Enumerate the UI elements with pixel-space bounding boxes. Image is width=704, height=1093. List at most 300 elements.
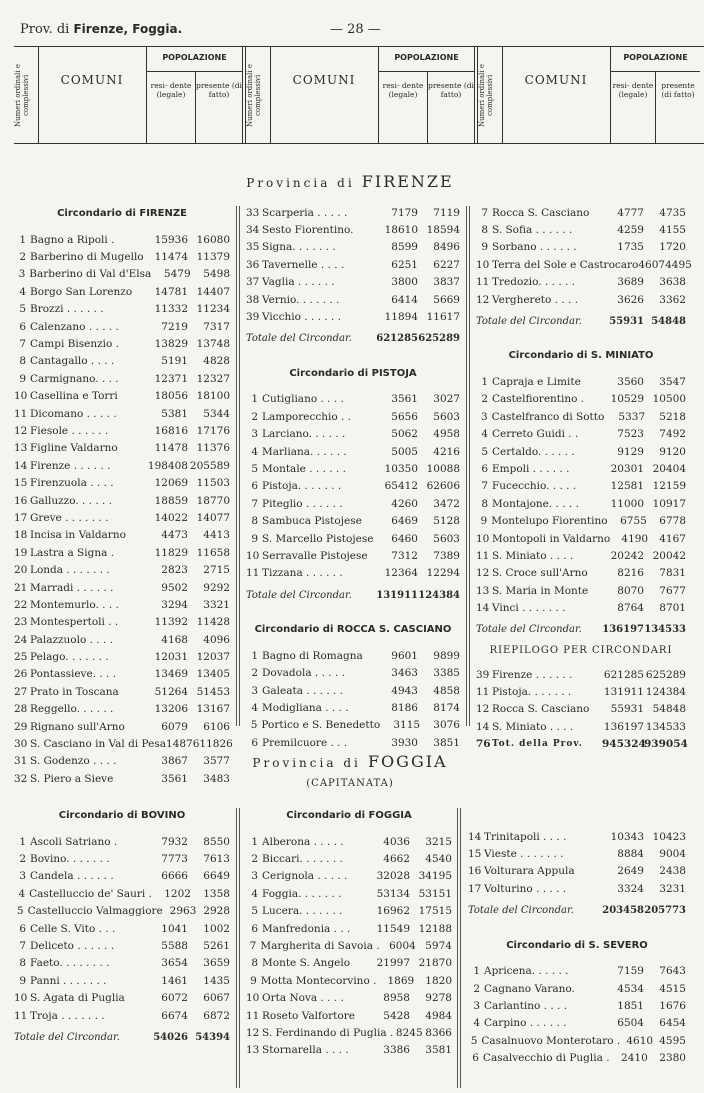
- presente-value: 4858: [433, 684, 460, 697]
- presente-value: 6872: [203, 1009, 230, 1022]
- residente-value: 3560: [617, 376, 644, 389]
- residente-value: 4259: [617, 224, 644, 237]
- section-title: Circondario di S. MINIATO: [508, 350, 654, 362]
- comune-name: Portico e S. Benedetto: [261, 719, 381, 732]
- row-number: 1: [19, 835, 26, 848]
- table-row: [476, 291, 686, 308]
- comune-name: Firenze . . . . . .: [30, 459, 111, 472]
- residente-label: resi- dente (legale): [150, 81, 192, 99]
- province-title-prefix: Provincia di: [246, 176, 355, 190]
- comune-name: Terra del Sole e Castrocaro: [492, 258, 639, 271]
- presente-label: presente (di fatto): [661, 81, 695, 99]
- table-row: [246, 426, 460, 443]
- table-row: [476, 701, 686, 718]
- residente-value: 11549: [376, 922, 410, 935]
- table-row: [14, 318, 230, 335]
- residente-value: 55931: [610, 703, 644, 716]
- table-row: [14, 1007, 230, 1024]
- section-title: Circondario di FOGGIA: [286, 810, 412, 821]
- comune-name: Cerreto Guidi . .: [492, 428, 579, 441]
- row-number: 7: [251, 497, 258, 510]
- row-number: 7: [249, 940, 257, 953]
- comune-name: Barberino di Val d'Elsa: [29, 268, 152, 281]
- row-number: 6: [251, 922, 258, 935]
- table-row: [246, 1024, 452, 1041]
- presente-value: 3837: [433, 276, 460, 289]
- residente-value: 6666: [161, 870, 188, 883]
- residente-value: 6674: [161, 1009, 188, 1022]
- comune-name: Bagno di Romagna: [262, 649, 363, 662]
- presente-value: 4540: [425, 853, 452, 866]
- table-row: [246, 530, 460, 547]
- row-number: 35: [246, 241, 260, 254]
- residente-value: 9601: [391, 649, 418, 662]
- presente-value: 7492: [659, 428, 686, 441]
- residente-value: 3867: [161, 755, 188, 768]
- comune-name: Greve . . . . . . .: [30, 511, 109, 524]
- row-number: 25: [14, 651, 28, 664]
- residente-value: 8216: [617, 567, 644, 580]
- row-number: 7: [481, 480, 488, 493]
- table-row: [246, 391, 460, 408]
- row-number: 10: [476, 258, 490, 271]
- comune-name: Cagnano Varano.: [484, 982, 575, 995]
- comune-name: Volturara Appula: [484, 865, 575, 878]
- presente-value: 34195: [418, 870, 452, 883]
- presente-value: 3638: [659, 276, 686, 289]
- presente-value: 7643: [659, 965, 686, 978]
- row-number: 4: [251, 887, 258, 900]
- row-number: 3: [19, 870, 26, 883]
- presente-value: 54848: [652, 703, 686, 716]
- row-number: 4: [473, 1017, 480, 1030]
- presente-value: 5603: [433, 410, 460, 423]
- section-title: Circondario di S. SEVERO: [506, 939, 648, 951]
- row-number: 3: [251, 684, 258, 697]
- comune-name: Pistoja. . . . . . .: [492, 685, 572, 698]
- presente-value: 53151: [418, 887, 452, 900]
- presente-value: 14077: [196, 511, 230, 524]
- comune-name: Montemurlo. . . .: [30, 598, 119, 611]
- province-title-name: FOGGIA: [367, 752, 448, 771]
- comune-name: Rocca S. Casciano: [492, 703, 590, 716]
- presente-value: 6106: [203, 720, 230, 733]
- comune-name: Volturino . . . . .: [484, 882, 567, 895]
- presente-value: 9899: [433, 649, 460, 662]
- row-number: 9: [251, 532, 258, 545]
- presente-value: 1676: [659, 1000, 686, 1013]
- comune-name: Orta Nova . . . .: [262, 992, 344, 1005]
- residente-value: 7312: [391, 549, 418, 562]
- table-row: [468, 828, 686, 845]
- presente-value: 5974: [425, 940, 452, 953]
- presente-value: 18594: [426, 224, 460, 237]
- table-row: [14, 509, 230, 526]
- comune-name: Rignano sull'Arno: [30, 720, 125, 733]
- row-number: 28: [14, 703, 28, 716]
- residente-value: 5191: [161, 355, 188, 368]
- comune-name: Vaglia . . . . . .: [262, 276, 335, 289]
- pop-label: POPOLAZIONE: [394, 53, 459, 62]
- comune-name: Pistoja. . . . . . .: [262, 480, 342, 493]
- residente-value: 2649: [617, 865, 644, 878]
- presente-value: 11376: [196, 442, 230, 455]
- row-number: 11: [476, 685, 490, 698]
- num-label: Numeri ordinali e complessivi: [478, 63, 494, 127]
- row-number: 11: [14, 407, 28, 420]
- row-number: 5: [251, 462, 258, 475]
- running-header: [20, 22, 182, 37]
- presente-value: 12188: [418, 922, 452, 935]
- residente-value: 5062: [391, 428, 418, 441]
- residente-value: 8958: [383, 992, 410, 1005]
- table-row: [14, 990, 230, 1007]
- table-row: [476, 478, 686, 495]
- table-row: [246, 734, 460, 751]
- table-row: [476, 530, 686, 547]
- presente-value: 12294: [426, 567, 460, 580]
- residente-value: 5428: [383, 1009, 410, 1022]
- row-number: 27: [14, 685, 28, 698]
- row-number: 8: [19, 957, 26, 970]
- riepilogo-title: RIEPILOGO PER CIRCONDARI: [489, 644, 673, 656]
- residente-value: 5337: [618, 410, 646, 423]
- province-title: [0, 752, 700, 771]
- comune-name: Bagno a Ripoli .: [30, 233, 115, 246]
- comune-name: Margherita di Savoia .: [260, 940, 380, 953]
- comune-name: Serravalle Pistojese: [262, 549, 368, 562]
- residente-value: 15936: [154, 233, 188, 246]
- table-row: [246, 274, 460, 291]
- comune-name: S. Agata di Puglia: [30, 992, 125, 1005]
- table-row: [246, 664, 460, 681]
- residente-value: 12581: [610, 480, 644, 493]
- row-number: 3: [480, 410, 488, 423]
- presente-value: 8701: [659, 602, 686, 615]
- row-number: 12: [476, 293, 490, 306]
- comune-name: Carlantino . . . .: [484, 1000, 568, 1013]
- residente-value: 1851: [617, 1000, 644, 1013]
- residente-value: 14781: [154, 285, 188, 298]
- residente-value: 7773: [161, 853, 188, 866]
- comune-name: Firenzuola . . . .: [30, 477, 114, 490]
- row-number: 9: [480, 515, 488, 528]
- residente-value: 65412: [384, 480, 418, 493]
- comune-name: Larciano. . . . . .: [262, 428, 346, 441]
- presente-value: 10423: [652, 830, 686, 843]
- table-row: [246, 221, 460, 238]
- residente-value: 7523: [617, 428, 644, 441]
- presente-value: 9292: [203, 581, 230, 594]
- comune-name: Marradi . . . . . .: [30, 581, 114, 594]
- residente-value: 11332: [154, 303, 188, 316]
- presente-value: 205589: [189, 459, 230, 472]
- presente-value: 6649: [203, 870, 230, 883]
- comune-name: Castelfiorentino .: [492, 393, 585, 406]
- residente-value: 4610: [626, 1034, 654, 1047]
- table-row: [246, 291, 460, 308]
- foggia-column-1: [14, 806, 230, 1046]
- table-row: [476, 426, 686, 443]
- comune-name: Roseto Valfortore: [262, 1009, 355, 1022]
- comuni-label: COMUNI: [292, 73, 356, 87]
- table-row: [476, 495, 686, 512]
- residente-value: 14876: [166, 738, 200, 751]
- residente-value: 6251: [391, 258, 418, 271]
- residente-value: 6755: [620, 515, 647, 528]
- presente-label: presente (di fatto): [196, 81, 242, 99]
- table-row: [476, 460, 686, 477]
- table-row: [14, 266, 230, 283]
- table-row: [14, 353, 230, 370]
- row-number: 14: [476, 720, 490, 733]
- row-number: 2: [473, 982, 480, 995]
- presente-label: presente (di fatto): [428, 81, 474, 99]
- row-number: 1: [481, 376, 488, 389]
- comune-name: Calenzano . . . . .: [30, 320, 119, 333]
- table-row: [476, 599, 686, 616]
- comune-name: Campi Bisenzio .: [30, 338, 119, 351]
- row-number: 39: [476, 668, 490, 681]
- province-title: [0, 172, 700, 191]
- comune-name: Casalnuovo Monterotaro .: [481, 1034, 621, 1047]
- table-row: [476, 256, 692, 273]
- presente-value: 13748: [196, 338, 230, 351]
- residente-value: 7159: [617, 965, 644, 978]
- residente-value: 4473: [161, 529, 188, 542]
- presente-value: 13405: [196, 668, 230, 681]
- residente-value: 8070: [617, 584, 644, 597]
- residente-value: 6460: [391, 532, 418, 545]
- comune-name: Montelupo Fiorentino: [491, 515, 608, 528]
- residente-value: 4777: [617, 206, 644, 219]
- residente-value: 3463: [391, 667, 418, 680]
- comune-name: Sambuca Pistojese: [262, 515, 362, 528]
- comune-name: S. Ferdinando di Puglia .: [262, 1026, 394, 1039]
- row-number: 4: [251, 701, 258, 714]
- presente-value: 4155: [659, 224, 686, 237]
- residente-value: 4036: [383, 835, 410, 848]
- row-number: 5: [251, 905, 258, 918]
- row-number: 39: [246, 311, 260, 324]
- comune-name: Pontassieve. . . .: [30, 668, 117, 681]
- presente-value: 134533: [645, 720, 686, 733]
- comune-name: Deliceto . . . . . .: [30, 940, 115, 953]
- row-number: 12: [246, 1026, 260, 1039]
- residente-value: 9502: [161, 581, 188, 594]
- residente-value: 11894: [384, 311, 418, 324]
- presente-value: 11826: [199, 738, 233, 751]
- comune-name: Alberona . . . . .: [262, 835, 344, 848]
- table-row: [246, 937, 452, 954]
- comune-name: Fiesole . . . . . .: [30, 424, 109, 437]
- row-number: 9: [481, 241, 488, 254]
- residente-value: 136197: [603, 720, 644, 733]
- comune-name: S. Maria in Monte: [492, 584, 589, 597]
- comune-name: Certaldo. . . . . .: [492, 445, 575, 458]
- presente-value: 14407: [196, 285, 230, 298]
- presente-value: 3321: [203, 598, 230, 611]
- presente-value: 3076: [433, 719, 460, 732]
- residente-value: 3654: [161, 957, 188, 970]
- table-row: [468, 863, 686, 880]
- row-number: 12: [476, 703, 490, 716]
- comune-name: Barberino di Mugello: [30, 251, 144, 264]
- row-number: 3: [251, 870, 258, 883]
- table-row: [468, 980, 686, 997]
- row-number: 15: [468, 848, 482, 861]
- presente-value: 4495: [665, 258, 692, 271]
- presente-value: 1820: [425, 974, 453, 987]
- table-row: [14, 666, 230, 683]
- presente-value: 6227: [433, 258, 460, 271]
- comune-name: Ascoli Satriano .: [30, 835, 118, 848]
- presente-value: 11234: [196, 303, 230, 316]
- table-row: [246, 1042, 452, 1059]
- comune-name: Casalvecchio di Puglia .: [482, 1052, 610, 1065]
- table-row: [246, 495, 460, 512]
- row-number: 16: [14, 494, 28, 507]
- presente-value: 4958: [433, 428, 460, 441]
- comune-name: Firenze . . . . . .: [492, 668, 573, 681]
- table-row: [14, 335, 230, 352]
- residente-value: 4534: [617, 982, 644, 995]
- comune-name: Galluzzo. . . . . .: [30, 494, 113, 507]
- row-number: 17: [468, 882, 482, 895]
- table-row: [14, 283, 230, 300]
- row-number: 6: [251, 480, 258, 493]
- presente-value: 5261: [203, 940, 230, 953]
- row-number: 30: [14, 738, 28, 751]
- comune-name: Castelluccio Valmaggiore: [27, 905, 163, 918]
- residente-value: 13829: [154, 338, 188, 351]
- residente-value: 3324: [617, 882, 644, 895]
- num-label: Numeri ordinali e complessivi: [246, 63, 262, 127]
- table-row: [476, 204, 686, 221]
- row-number: 11: [476, 276, 490, 289]
- presente-value: 11617: [426, 311, 460, 324]
- comune-name: Premilcuore . . .: [262, 736, 348, 749]
- total-row: Totale del Circondar. 621285 625289: [246, 333, 460, 345]
- table-row: [246, 955, 452, 972]
- residente-value: 198408: [147, 459, 188, 472]
- table-row: [246, 1007, 452, 1024]
- comune-name: Borgo San Lorenzo: [30, 285, 133, 298]
- comune-name: Tizzana . . . . . .: [262, 567, 343, 580]
- table-row: [476, 274, 686, 291]
- presente-value: 4413: [203, 529, 230, 542]
- table-row: [246, 850, 452, 867]
- table-row: [14, 614, 230, 631]
- presente-value: 6454: [659, 1017, 686, 1030]
- comune-name: Panni . . . . . . .: [30, 974, 107, 987]
- residente-value: 3626: [617, 293, 644, 306]
- comune-name: Signa. . . . . . .: [262, 241, 336, 254]
- firenze-column-2: [246, 204, 460, 751]
- presente-value: 4595: [659, 1034, 686, 1047]
- section-title: Circondario di ROCCA S. CASCIANO: [254, 624, 452, 636]
- comune-name: Castelfranco di Sotto: [491, 410, 605, 423]
- presente-value: 21870: [418, 957, 452, 970]
- presente-value: 5128: [433, 515, 460, 528]
- table-row: [246, 408, 460, 425]
- residente-value: 32028: [376, 870, 410, 883]
- comune-name: Vernio. . . . . . .: [262, 293, 340, 306]
- comune-name: Brozzi . . . . . .: [30, 303, 104, 316]
- table-row: [246, 512, 460, 529]
- table-row: [14, 868, 230, 885]
- presente-value: 51453: [196, 685, 230, 698]
- row-number: 2: [251, 667, 258, 680]
- residente-value: 5656: [391, 410, 418, 423]
- residente-value: 2410: [621, 1052, 648, 1065]
- presente-value: 8496: [433, 241, 460, 254]
- presente-value: 62606: [426, 480, 460, 493]
- comune-name: S. Sofia . . . . . .: [492, 224, 573, 237]
- presente-value: 1720: [659, 241, 686, 254]
- comune-name: Prato in Toscana: [30, 685, 119, 698]
- table-row: [468, 1050, 686, 1067]
- residente-label: resi- dente (legale): [612, 81, 654, 99]
- residente-value: 11000: [610, 497, 644, 510]
- table-row: [476, 666, 686, 683]
- table-row: [246, 717, 460, 734]
- comune-name: Dovadola . . . . .: [262, 667, 345, 680]
- row-number: 24: [14, 633, 28, 646]
- table-row: [246, 478, 460, 495]
- row-number: 34: [246, 224, 260, 237]
- table-row: [14, 955, 230, 972]
- row-number: 5: [250, 719, 258, 732]
- table-row: [246, 699, 460, 716]
- presente-value: 4167: [659, 532, 686, 545]
- residente-value: 3689: [617, 276, 644, 289]
- presente-value: 8550: [203, 835, 230, 848]
- row-number: 8: [251, 957, 258, 970]
- comune-name: Motta Montecorvino .: [260, 974, 377, 987]
- row-number: 14: [14, 459, 28, 472]
- residente-value: 53134: [376, 887, 410, 900]
- table-row: [14, 405, 230, 422]
- table-row: [14, 596, 230, 613]
- comune-name: S. Piero a Sieve: [30, 772, 114, 785]
- row-number: 5: [16, 905, 24, 918]
- table-row: [476, 565, 686, 582]
- presente-value: 4735: [659, 206, 686, 219]
- table-row: [468, 997, 686, 1014]
- header-group: [246, 47, 474, 143]
- pop-label: POPOLAZIONE: [623, 53, 688, 62]
- residente-value: 2823: [161, 564, 188, 577]
- table-row: [468, 1015, 686, 1032]
- presente-value: 2715: [203, 564, 230, 577]
- comune-name: Cerignola . . . . .: [262, 870, 348, 883]
- comune-name: Fucecchio. . . . .: [492, 480, 577, 493]
- comune-name: Casellina e Torri: [30, 390, 118, 403]
- table-row: [14, 631, 230, 648]
- table-row: [246, 903, 452, 920]
- comune-name: Cutigliano . . . .: [262, 393, 344, 406]
- table-row: [14, 474, 230, 491]
- table-row: [14, 920, 230, 937]
- presente-value: 11428: [196, 616, 230, 629]
- comune-name: S. Miniato . . . .: [492, 720, 574, 733]
- row-number: 17: [14, 511, 28, 524]
- residente-value: 6079: [161, 720, 188, 733]
- table-row: [246, 547, 460, 564]
- comune-name: Incisa in Valdarno: [30, 529, 126, 542]
- residente-value: 5005: [391, 445, 418, 458]
